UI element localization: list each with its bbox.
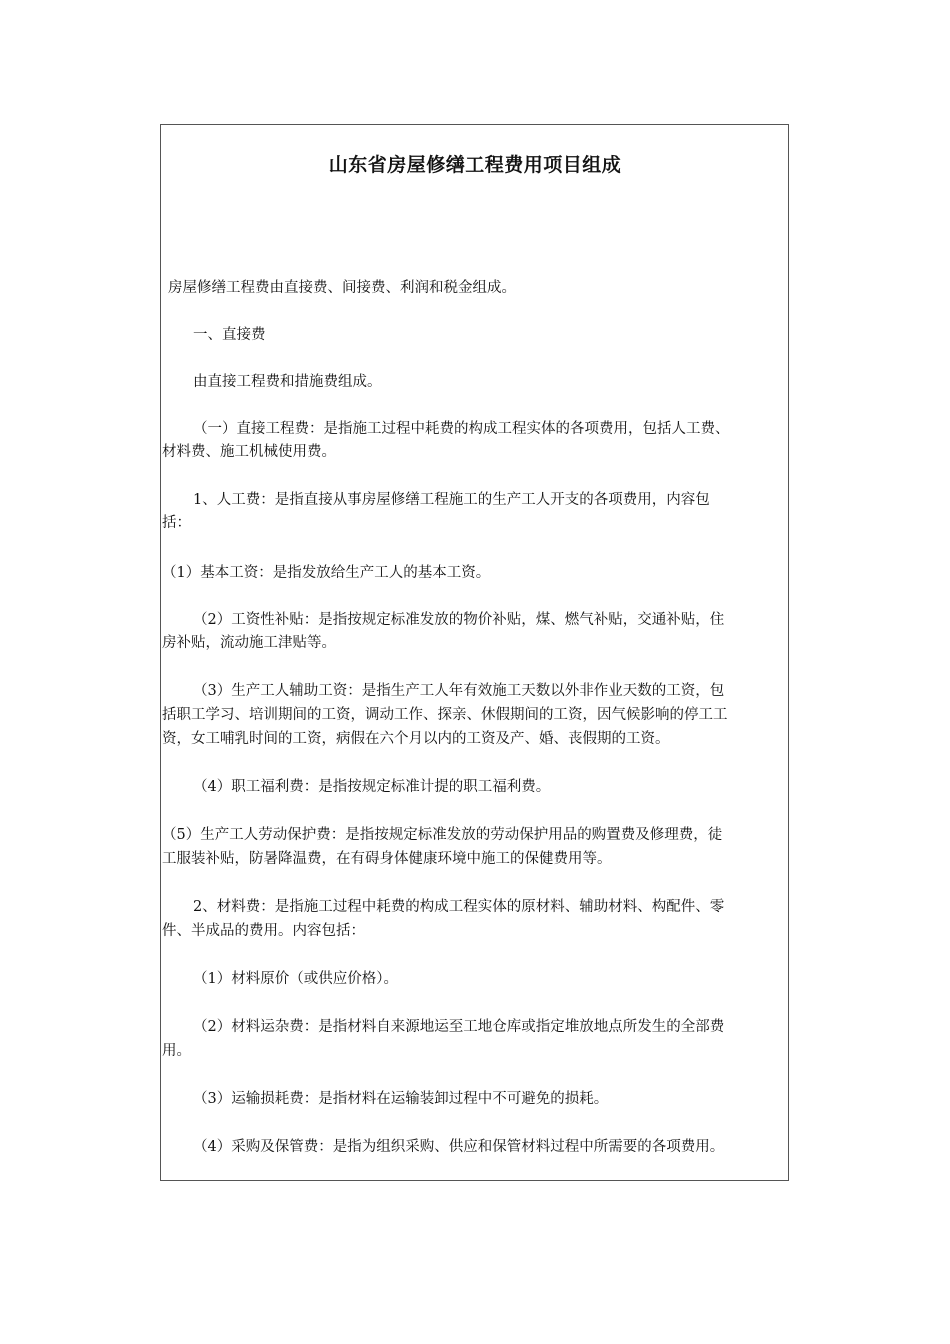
paragraph-material-cost-cont: 件、半成品的费用。内容包括： xyxy=(162,923,365,939)
paragraph-transport-cost-cont: 用。 xyxy=(162,1043,191,1059)
section-heading-direct-cost: 一、直接费 xyxy=(193,327,266,343)
paragraph-welfare: （4）职工福利费：是指按规定标准计提的职工福利费。 xyxy=(193,779,551,795)
paragraph-basic-wage: （1）基本工资：是指发放给生产工人的基本工资。 xyxy=(162,565,491,581)
paragraph-transport-loss: （3）运输损耗费：是指材料在运输装卸过程中不可避免的损耗。 xyxy=(193,1091,609,1107)
paragraph-labor-protection-cont: 工服装补贴，防暑降温费，在有碍身体健康环境中施工的保健费用等。 xyxy=(162,851,612,867)
paragraph-transport-cost: （2）材料运杂费：是指材料自来源地运至工地仓库或指定堆放地点所发生的全部费 xyxy=(193,1019,725,1035)
paragraph-labor-cost-cont: 括： xyxy=(162,515,191,531)
paragraph-wage-subsidy: （2）工资性补贴：是指按规定标准发放的物价补贴，煤、燃气补贴，交通补贴，住 xyxy=(193,612,725,628)
paragraph-intro: 房屋修缮工程费由直接费、间接费、利润和税金组成。 xyxy=(168,280,516,296)
paragraph-direct-cost: 由直接工程费和措施费组成。 xyxy=(193,374,382,390)
paragraph-auxiliary-wage: （3）生产工人辅助工资：是指生产工人年有效施工天数以外非作业天数的工资，包 xyxy=(193,683,725,699)
paragraph-auxiliary-wage-cont-1: 括职工学习、培训期间的工资，调动工作、探亲、休假期间的工资，因气候影响的停工工 xyxy=(162,707,728,723)
paragraph-labor-cost: 1、人工费：是指直接从事房屋修缮工程施工的生产工人开支的各项费用，内容包 xyxy=(193,492,710,508)
paragraph-material-cost: 2、材料费：是指施工过程中耗费的构成工程实体的原材料、辅助材料、构配件、零 xyxy=(193,899,725,915)
paragraph-procurement-storage: （4）采购及保管费：是指为组织采购、供应和保管材料过程中所需要的各项费用。 xyxy=(193,1139,725,1155)
paragraph-material-price: （1）材料原价（或供应价格）。 xyxy=(193,971,398,987)
paragraph-direct-engineering-cost-cont: 材料费、施工机械使用费。 xyxy=(162,444,336,460)
document-title: 山东省房屋修缮工程费用项目组成 xyxy=(328,154,622,176)
paragraph-wage-subsidy-cont: 房补贴，流动施工津贴等。 xyxy=(162,635,336,651)
paragraph-direct-engineering-cost: （一）直接工程费：是指施工过程中耗费的构成工程实体的各项费用，包括人工费、 xyxy=(193,421,730,437)
paragraph-auxiliary-wage-cont-2: 资，女工哺乳时间的工资，病假在六个月以内的工资及产、婚、丧假期的工资。 xyxy=(162,731,670,747)
paragraph-labor-protection: （5）生产工人劳动保护费：是指按规定标准发放的劳动保护用品的购置费及修理费，徒 xyxy=(162,827,723,843)
